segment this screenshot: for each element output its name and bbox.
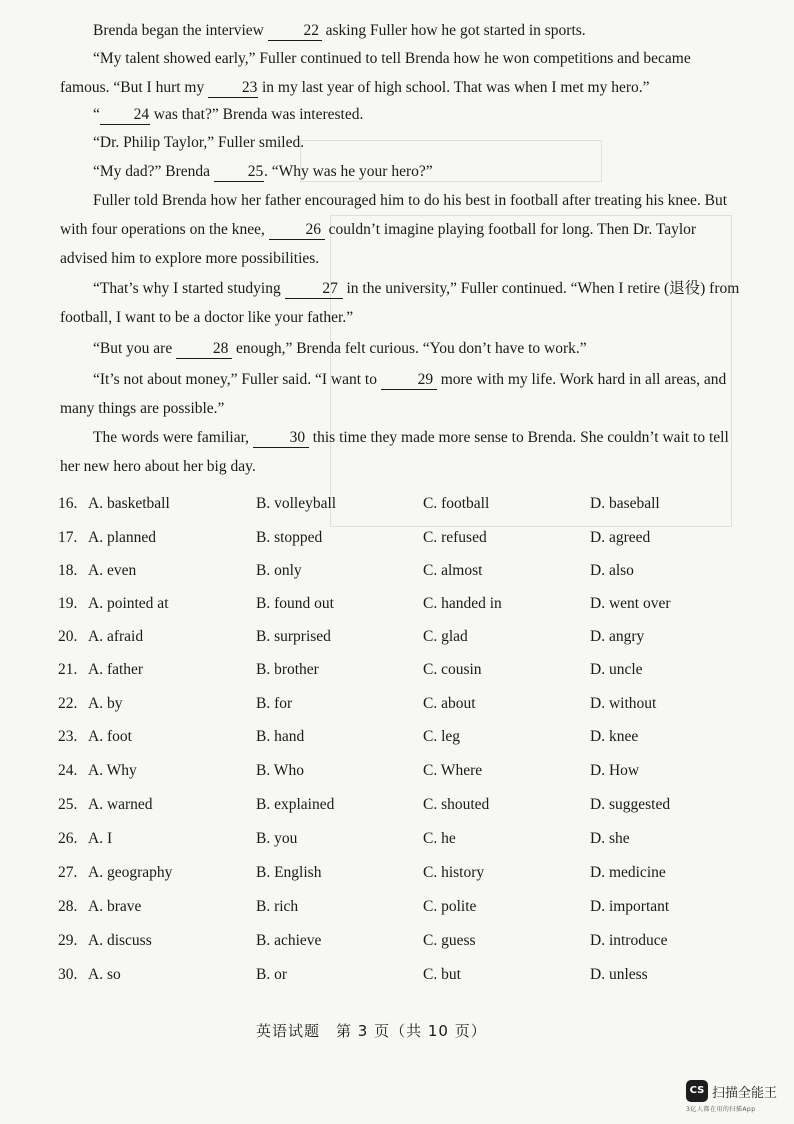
option-a: A. even (88, 562, 137, 579)
scanner-watermark (686, 1080, 792, 1114)
option-d: D. uncle (590, 661, 643, 678)
question-row (58, 661, 758, 691)
blank-26: 26 (269, 221, 325, 240)
option-a: A. brave (88, 898, 142, 915)
option-b: B. achieve (256, 932, 322, 949)
option-d: D. agreed (590, 529, 651, 546)
option-d: D. she (590, 830, 630, 847)
passage-paragraph-4: “Dr. Philip Taylor,” Fuller smiled. (93, 134, 305, 151)
blank-25: 25 (214, 163, 264, 182)
option-b: B. hand (256, 728, 305, 745)
question-row (58, 529, 758, 559)
blank-24: 24 (100, 106, 150, 125)
blank-28: 28 (176, 340, 232, 359)
option-d: D. knee (590, 728, 639, 745)
question-number: 28. (58, 898, 78, 915)
passage-paragraph-8: “But you are 28 enough,” Brenda felt curious. “You don’t have to work.” (93, 340, 587, 357)
question-number: 17. (58, 529, 78, 546)
option-c: C. about (423, 695, 476, 712)
option-c: C. guess (423, 932, 476, 949)
watermark-tagline: 3亿人都在用的扫描App (686, 1106, 756, 1113)
option-d: D. introduce (590, 932, 668, 949)
option-d: D. angry (590, 628, 645, 645)
option-a: A. so (88, 966, 121, 983)
option-a: A. discuss (88, 932, 152, 949)
option-c: C. refused (423, 529, 487, 546)
option-c: C. history (423, 864, 485, 881)
option-c: C. cousin (423, 661, 482, 678)
question-row (58, 695, 758, 725)
blank-30: 30 (253, 429, 309, 448)
passage-paragraph-9: “It’s not about money,” Fuller said. “I want to 29 more with my life. Work hard in all areas, and many things are possible.” (60, 371, 727, 417)
question-row (58, 864, 758, 894)
option-a: A. planned (88, 529, 157, 546)
camscanner-logo-icon: CS (686, 1080, 708, 1102)
question-number: 29. (58, 932, 78, 949)
option-b: B. English (256, 864, 322, 881)
option-b: B. Who (256, 762, 304, 779)
option-b: B. volleyball (256, 495, 337, 512)
option-c: C. glad (423, 628, 468, 645)
option-c: C. he (423, 830, 456, 847)
question-row (58, 628, 758, 658)
option-b: B. stopped (256, 529, 323, 546)
option-b: B. or (256, 966, 287, 983)
question-row (58, 562, 758, 592)
passage-paragraph-2: “My talent showed early,” Fuller continued to tell Brenda how he won competitions and became famous. “But I hurt my 23 in my last year of high school. That was when I met my hero.” (60, 50, 691, 96)
passage-paragraph-1: Brenda began the interview 22 asking Fuller how he got started in sports. (93, 22, 586, 39)
option-b: B. for (256, 695, 293, 712)
question-number: 18. (58, 562, 78, 579)
option-d: D. important (590, 898, 670, 915)
passage-paragraph-6: Fuller told Brenda how her father encouraged him to do his best in football after treating his knee. But with four operations on the knee, 26 couldn’t imagine playing football for long. Then Dr. Taylor advised him to explore more possibilities. (60, 192, 728, 267)
option-d: D. suggested (590, 796, 671, 813)
option-b: B. only (256, 562, 302, 579)
option-b: B. explained (256, 796, 335, 813)
question-row (58, 932, 758, 962)
question-number: 19. (58, 595, 78, 612)
question-row (58, 966, 758, 996)
question-number: 22. (58, 695, 78, 712)
option-c: C. shouted (423, 796, 490, 813)
question-number: 27. (58, 864, 78, 881)
option-b: B. brother (256, 661, 319, 678)
question-row (58, 796, 758, 826)
passage-paragraph-3: “ 24 was that?” Brenda was interested. (93, 106, 364, 123)
option-d: D. without (590, 695, 657, 712)
watermark-name: 扫描全能王 (712, 1086, 778, 1101)
question-row (58, 762, 758, 792)
option-b: B. surprised (256, 628, 331, 645)
option-a: A. I (88, 830, 113, 847)
option-c: C. Where (423, 762, 483, 779)
option-a: A. geography (88, 864, 173, 881)
option-c: C. handed in (423, 595, 502, 612)
question-number: 30. (58, 966, 78, 983)
question-number: 20. (58, 628, 78, 645)
option-c: C. leg (423, 728, 461, 745)
option-a: A. foot (88, 728, 132, 745)
option-b: B. you (256, 830, 298, 847)
option-d: D. baseball (590, 495, 660, 512)
page-footer: 英语试题 第 3 页（共 10 页） (256, 1022, 487, 1040)
option-a: A. basketball (88, 495, 170, 512)
passage-paragraph-7: “That’s why I started studying 27 in the university,” Fuller continued. “When I retire (退役) from football, I want to be a doctor like your father.” (60, 280, 740, 326)
option-a: A. father (88, 661, 144, 678)
blank-23: 23 (208, 79, 258, 98)
option-b: B. found out (256, 595, 334, 612)
question-row (58, 830, 758, 860)
option-d: D. went over (590, 595, 671, 612)
option-d: D. medicine (590, 864, 666, 881)
option-d: D. How (590, 762, 640, 779)
option-a: A. afraid (88, 628, 144, 645)
question-number: 25. (58, 796, 78, 813)
question-row (58, 898, 758, 928)
blank-29: 29 (381, 371, 437, 390)
question-number: 16. (58, 495, 78, 512)
option-d: D. also (590, 562, 634, 579)
question-number: 26. (58, 830, 78, 847)
blank-27: 27 (285, 280, 343, 299)
option-a: A. by (88, 695, 123, 712)
question-row (58, 728, 758, 758)
question-row (58, 495, 758, 525)
option-c: C. polite (423, 898, 477, 915)
option-c: C. football (423, 495, 490, 512)
blank-22: 22 (268, 22, 322, 41)
passage-paragraph-5: “My dad?” Brenda 25. “Why was he your hero?” (93, 163, 433, 180)
option-a: A. pointed at (88, 595, 169, 612)
question-number: 23. (58, 728, 78, 745)
question-row (58, 595, 758, 625)
question-number: 21. (58, 661, 78, 678)
option-b: B. rich (256, 898, 299, 915)
passage-paragraph-10: The words were familiar, 30 this time they made more sense to Brenda. She couldn’t wait to tell her new hero about her big day. (60, 429, 729, 475)
option-c: C. but (423, 966, 461, 983)
option-a: A. Why (88, 762, 137, 779)
option-a: A. warned (88, 796, 153, 813)
option-d: D. unless (590, 966, 648, 983)
question-number: 24. (58, 762, 78, 779)
option-c: C. almost (423, 562, 483, 579)
